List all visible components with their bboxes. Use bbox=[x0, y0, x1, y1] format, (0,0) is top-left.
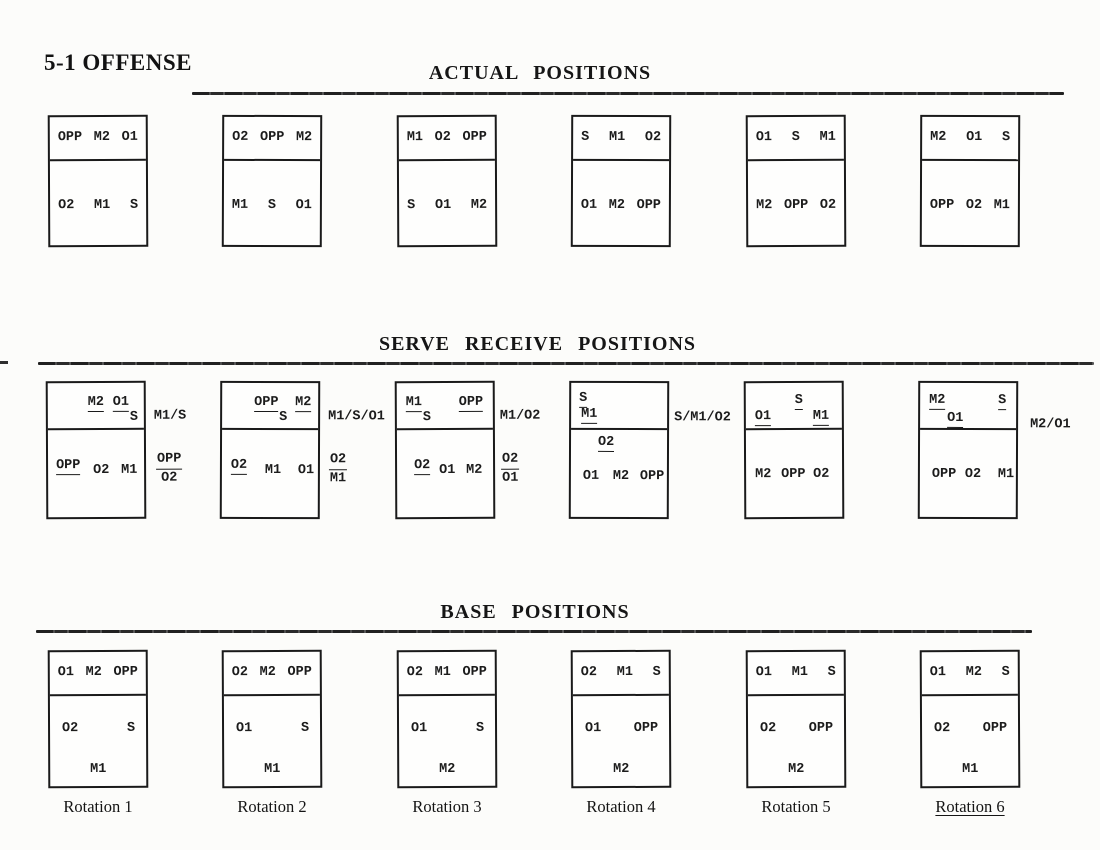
player-label-m2: M2 bbox=[85, 665, 102, 681]
player-label-o1: O1 bbox=[585, 721, 602, 737]
player-label-s: S bbox=[300, 720, 310, 736]
player-label-m2: M2 bbox=[439, 761, 456, 777]
player-label-opp: OPP bbox=[287, 665, 312, 681]
player-label-o1: O1 bbox=[966, 130, 983, 146]
court-actual-5 bbox=[746, 115, 847, 247]
receiver-note: M1/S bbox=[153, 408, 187, 424]
deep-row bbox=[573, 762, 669, 776]
player-label-o1: O1 bbox=[439, 462, 456, 479]
player-label-o1: O1 bbox=[121, 130, 138, 146]
receiver-note: M1/O2 bbox=[499, 408, 541, 424]
player-label-o2: O2 bbox=[934, 721, 951, 737]
mid-row bbox=[224, 722, 320, 736]
player-label-opp: OPP bbox=[57, 130, 83, 146]
player-label-s: S bbox=[475, 720, 485, 736]
player-label-m1: M1 bbox=[121, 462, 138, 478]
player-label-m2: M2 bbox=[965, 665, 982, 681]
player-label-o1: O1 bbox=[755, 665, 773, 681]
rotation-label-6: Rotation 6 bbox=[935, 797, 1005, 816]
player-label-o1: O1 bbox=[411, 721, 428, 737]
player-label-s: S bbox=[129, 197, 139, 213]
mid-row bbox=[399, 722, 495, 736]
rotation-label-4: Rotation 4 bbox=[586, 797, 656, 816]
player-label-opp: OPP bbox=[808, 720, 834, 736]
front-row-zone bbox=[922, 652, 1018, 696]
front-row-zone bbox=[573, 652, 669, 696]
player-label-m1: M1 bbox=[434, 665, 451, 681]
player-label-m2: M2 bbox=[608, 197, 625, 213]
scan-artifact-mark bbox=[0, 361, 8, 364]
front-row-zone bbox=[399, 117, 495, 161]
court-base-5 bbox=[746, 650, 847, 788]
player-label-m1: M1 bbox=[819, 130, 836, 146]
back-row-zone bbox=[50, 161, 146, 244]
player-label-o2: O2 bbox=[93, 462, 110, 479]
player-label-o1: O1 bbox=[755, 130, 773, 146]
player-label-o2: O2 bbox=[231, 665, 249, 681]
player-label-m1: M1 bbox=[608, 130, 626, 146]
receiver-fraction-note bbox=[156, 453, 182, 485]
player-label-m2: M2 bbox=[259, 665, 276, 681]
receiver-note: M1/S/O1 bbox=[328, 409, 385, 425]
front-row-zone bbox=[399, 652, 495, 696]
net-attack-line bbox=[48, 428, 144, 430]
player-label-m1: M1 bbox=[581, 406, 598, 422]
player-label-opp: OPP bbox=[458, 394, 484, 410]
net-attack-line bbox=[746, 428, 842, 430]
player-label-m2: M2 bbox=[930, 130, 947, 146]
rotation-label-5: Rotation 5 bbox=[761, 797, 831, 816]
player-label-o2: O2 bbox=[819, 197, 837, 213]
court-base-4 bbox=[571, 650, 672, 788]
mid-row bbox=[922, 722, 1018, 736]
court-base-3 bbox=[397, 650, 498, 788]
player-label-m1: M1 bbox=[264, 761, 281, 777]
court-actual-1 bbox=[48, 115, 149, 247]
player-label-o1: O1 bbox=[582, 468, 600, 484]
player-label-opp: OPP bbox=[259, 130, 285, 146]
rotation-label-2: Rotation 2 bbox=[237, 797, 307, 816]
player-label-m1: M1 bbox=[812, 408, 830, 424]
deep-row bbox=[224, 762, 320, 776]
section-title-actual-positions: ACTUAL POSITIONS bbox=[428, 62, 652, 84]
player-label-m2: M2 bbox=[929, 392, 946, 408]
receiver-fraction-note bbox=[501, 453, 519, 485]
front-row-zone bbox=[224, 117, 320, 161]
court-actual-4 bbox=[571, 115, 671, 247]
front-row-zone bbox=[748, 652, 844, 696]
player-label-m2: M2 bbox=[295, 130, 313, 146]
court-serve-receive-6 bbox=[918, 381, 1071, 519]
back-court-zone bbox=[748, 696, 844, 785]
player-label-opp: OPP bbox=[929, 197, 955, 213]
player-label-s: S bbox=[652, 665, 661, 681]
front-row-zone bbox=[748, 117, 844, 161]
back-court-zone bbox=[922, 696, 1018, 785]
player-label-s: S bbox=[422, 410, 432, 426]
deep-row bbox=[399, 762, 495, 776]
player-label-o2: O2 bbox=[58, 197, 75, 213]
deep-row bbox=[922, 762, 1018, 776]
back-row-zone bbox=[573, 161, 669, 244]
mid-row bbox=[573, 722, 669, 736]
back-row-zone bbox=[224, 161, 320, 244]
player-label-o2: O2 bbox=[406, 665, 424, 681]
player-label-o1: O1 bbox=[295, 197, 312, 213]
back-row-zone bbox=[922, 161, 1018, 244]
player-label-opp: OPP bbox=[633, 720, 659, 736]
player-label-s: S bbox=[581, 130, 590, 146]
court-actual-2 bbox=[222, 115, 322, 247]
player-label-m1: M1 bbox=[405, 395, 423, 411]
player-label-m2: M2 bbox=[788, 761, 805, 777]
player-label-s: S bbox=[129, 409, 138, 425]
front-row-zone bbox=[224, 652, 320, 696]
back-court-zone bbox=[399, 696, 495, 785]
court-actual-6 bbox=[920, 115, 1020, 247]
player-label-opp: OPP bbox=[982, 720, 1008, 736]
player-label-o2: O2 bbox=[760, 721, 777, 737]
court-serve-receive-4 bbox=[569, 381, 731, 519]
player-label-s: S bbox=[827, 665, 836, 681]
player-label-s: S bbox=[267, 197, 276, 213]
court-actual-3 bbox=[397, 115, 498, 247]
net-attack-line bbox=[397, 428, 493, 430]
player-label-m2: M2 bbox=[87, 394, 105, 411]
player-label-s: S bbox=[579, 390, 588, 406]
court-serve-receive-1 bbox=[46, 381, 187, 519]
player-label-o1: O1 bbox=[929, 665, 947, 681]
player-label-o2: O2 bbox=[434, 130, 451, 146]
player-label-opp: OPP bbox=[462, 130, 487, 146]
player-label-o2: O2 bbox=[62, 721, 79, 737]
player-label-m1: M1 bbox=[264, 462, 282, 479]
mid-row bbox=[748, 722, 844, 736]
section-title-serve-receive-positions: SERVE RECEIVE POSITIONS bbox=[378, 333, 697, 355]
player-label-m1: M1 bbox=[231, 197, 249, 213]
player-label-o1: O1 bbox=[57, 665, 75, 681]
court-base-2 bbox=[222, 650, 323, 788]
front-row-zone bbox=[50, 652, 146, 696]
rotation-label-1: Rotation 1 bbox=[63, 797, 133, 816]
serve-receive-positions-row bbox=[46, 381, 1071, 526]
fraction-bottom-label: O1 bbox=[502, 470, 519, 486]
actual-positions-row bbox=[48, 115, 1020, 250]
player-label-o2: O2 bbox=[965, 197, 983, 213]
player-label-opp: OPP bbox=[636, 197, 661, 213]
net-attack-line bbox=[222, 428, 318, 430]
player-label-o1: O1 bbox=[947, 410, 964, 426]
section-rule-serve-receive bbox=[38, 362, 1094, 365]
player-label-o2: O2 bbox=[813, 466, 830, 482]
fraction-bottom-label: M1 bbox=[329, 471, 347, 487]
player-label-opp: OPP bbox=[56, 458, 81, 474]
court-base-6 bbox=[920, 650, 1021, 788]
player-label-opp: OPP bbox=[781, 466, 806, 483]
back-row-zone bbox=[399, 161, 495, 244]
front-row-zone bbox=[573, 117, 669, 161]
player-label-o2: O2 bbox=[644, 130, 662, 146]
player-label-s: S bbox=[794, 392, 803, 408]
player-label-opp: OPP bbox=[462, 665, 487, 681]
player-label-m2: M2 bbox=[93, 130, 111, 146]
court-serve-receive-2 bbox=[220, 381, 385, 519]
player-label-o2: O2 bbox=[964, 466, 982, 483]
deep-row bbox=[50, 762, 146, 776]
player-label-m1: M1 bbox=[90, 761, 107, 777]
rotation-label-3: Rotation 3 bbox=[412, 797, 482, 816]
player-label-o1: O1 bbox=[236, 721, 253, 737]
player-label-m2: M2 bbox=[612, 468, 630, 485]
player-label-m1: M1 bbox=[993, 197, 1010, 213]
player-label-m2: M2 bbox=[295, 395, 312, 411]
receiver-fraction-note bbox=[329, 453, 347, 485]
player-label-s: S bbox=[791, 130, 800, 146]
player-label-opp: OPP bbox=[931, 466, 957, 482]
player-label-opp: OPP bbox=[254, 394, 279, 411]
back-row-zone bbox=[748, 161, 844, 244]
base-positions-row bbox=[48, 650, 1020, 825]
back-court-zone bbox=[224, 696, 320, 785]
player-label-m1: M1 bbox=[997, 467, 1015, 483]
section-rule-actual bbox=[192, 92, 1064, 95]
player-label-m2: M2 bbox=[466, 462, 483, 478]
back-court-zone bbox=[573, 696, 669, 785]
player-label-opp: OPP bbox=[783, 197, 809, 213]
player-label-m2: M2 bbox=[613, 761, 630, 777]
player-label-s: S bbox=[1001, 665, 1010, 681]
player-label-o2: O2 bbox=[230, 457, 248, 473]
player-label-s: S bbox=[407, 197, 416, 213]
player-label-m1: M1 bbox=[406, 130, 424, 146]
player-label-s: S bbox=[998, 393, 1007, 409]
player-label-m2: M2 bbox=[756, 197, 773, 213]
fraction-bottom-label: O2 bbox=[161, 470, 178, 486]
fraction-top-label: OPP bbox=[156, 453, 182, 470]
player-label-o1: O1 bbox=[754, 409, 772, 425]
section-rule-base bbox=[36, 630, 1032, 633]
fraction-top-label: O2 bbox=[501, 453, 519, 470]
player-label-s: S bbox=[1001, 130, 1011, 146]
receiver-note: M2/O1 bbox=[1030, 417, 1071, 433]
front-row-zone bbox=[922, 117, 1018, 161]
player-label-o1: O1 bbox=[434, 197, 452, 213]
court-serve-receive-5 bbox=[744, 381, 845, 519]
front-row-zone bbox=[50, 117, 146, 161]
deep-row bbox=[748, 762, 844, 776]
player-label-m2: M2 bbox=[755, 467, 772, 483]
player-label-o2: O2 bbox=[598, 434, 615, 450]
player-label-m1: M1 bbox=[962, 761, 979, 777]
section-title-base-positions: BASE POSITIONS bbox=[440, 601, 630, 623]
net-attack-line bbox=[920, 428, 1016, 430]
player-label-opp: OPP bbox=[639, 469, 665, 485]
player-label-o2: O2 bbox=[232, 130, 249, 146]
back-court-zone bbox=[50, 696, 146, 785]
player-label-opp: OPP bbox=[113, 665, 138, 681]
court-serve-receive-3 bbox=[395, 381, 541, 519]
fraction-top-label: O2 bbox=[329, 453, 347, 470]
player-label-o1: O1 bbox=[112, 394, 130, 410]
player-label-o1: O1 bbox=[580, 197, 598, 213]
player-label-s: S bbox=[279, 410, 288, 426]
receiver-note: S/M1/O2 bbox=[674, 410, 731, 426]
court-base-1 bbox=[48, 650, 149, 788]
player-label-o2: O2 bbox=[414, 458, 431, 474]
player-label-o2: O2 bbox=[580, 665, 598, 681]
net-attack-line bbox=[571, 428, 667, 430]
player-label-m2: M2 bbox=[470, 197, 488, 213]
player-label-s: S bbox=[126, 720, 136, 736]
page-title: 5-1 OFFENSE bbox=[44, 50, 192, 75]
mid-row bbox=[50, 722, 146, 736]
player-label-m1: M1 bbox=[616, 665, 633, 681]
player-label-m1: M1 bbox=[94, 197, 111, 213]
player-label-o1: O1 bbox=[297, 463, 315, 479]
player-label-m1: M1 bbox=[791, 665, 808, 681]
